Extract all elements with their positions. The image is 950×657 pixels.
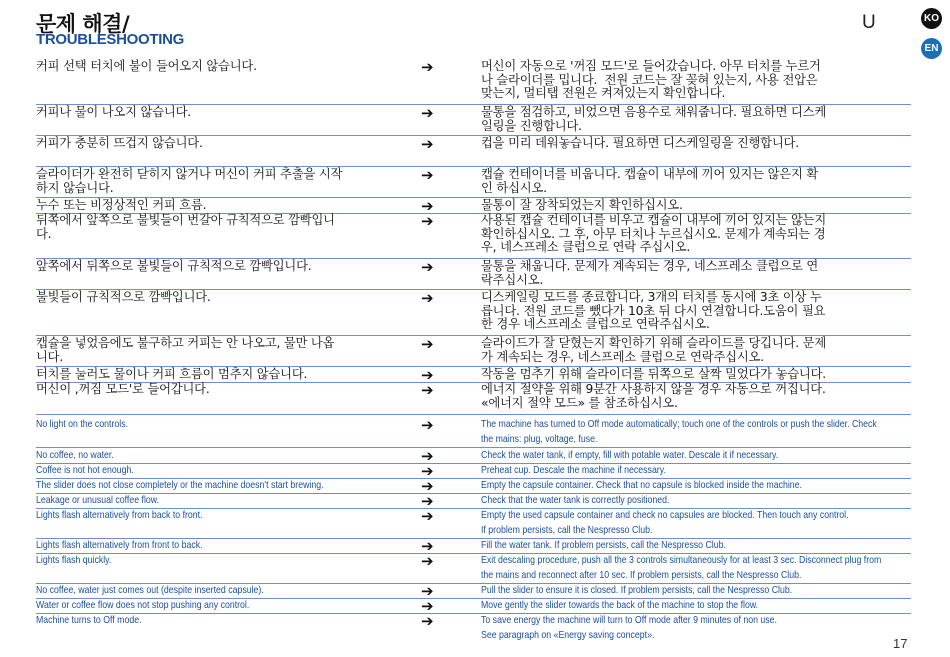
table-row (36, 60, 911, 105)
solution-text: Check the water tank, if empty, fill with potable water. Descale it if necessary. (481, 450, 779, 461)
table-row (36, 539, 911, 554)
problem-text: 슬라이더가 완전히 닫히지 않거나 머신이 커피 추출을 시작 하지 않습니다. (36, 167, 343, 195)
table-row (36, 464, 911, 479)
problem-text: 뒤쪽에서 앞쪽으로 불빛들이 번갈아 규칙적으로 깜빡입니 다. (36, 213, 335, 241)
solution-text: The machine has turned to Off mode automatically; touch one of the controls or push the slider. Check the mains: plug, voltage, fuse. (481, 419, 877, 445)
table-row (36, 494, 911, 509)
table-row (36, 614, 911, 643)
arrow-right-icon: ➔ (421, 166, 434, 184)
table-row (36, 479, 911, 494)
problem-text: Lights flash quickly. (36, 555, 112, 566)
problem-text: No coffee, water just comes out (despite inserted capsule). (36, 585, 264, 596)
problem-text: No light on the controls. (36, 419, 129, 430)
language-badge-ko[interactable]: KO (921, 8, 942, 29)
problem-text: 머신이 ,꺼짐 모드'로 들어갑니다. (36, 382, 210, 396)
solution-text: To save energy the machine will turn to Off mode after 9 minutes of non use. See paragraph on «Energy saving concept». (481, 615, 777, 641)
table-row (36, 260, 911, 290)
table-row (36, 383, 911, 415)
problem-text: Machine turns to Off mode. (36, 615, 142, 626)
problem-text: Water or coffee flow does not stop pushing any control. (36, 600, 250, 611)
solution-text: 슬라이드가 잘 닫혔는지 확인하기 위해 슬라이드를 당깁니다. 문제 가 계속되는 경우, 네스프레소 클럽으로 연락주십시오. (481, 336, 826, 364)
solution-text: 캡슐 컨테이너를 비웁니다. 캡슐이 내부에 끼어 있지는 않은지 확 인 하십시오. (481, 167, 819, 195)
title-ko: 문제 해결/ (36, 12, 130, 36)
solution-text: 물통이 잘 장착되었는지 확인하십시오. (481, 198, 683, 212)
arrow-right-icon: ➔ (421, 416, 434, 434)
solution-text: 에너지 절약을 위해 9분간 사용하지 않을 경우 자동으로 꺼집니다. «에너지 절약 모드» 를 참조하십시오. (481, 382, 826, 410)
table-row (36, 449, 911, 464)
arrow-right-icon: ➔ (421, 462, 434, 480)
arrow-right-icon: ➔ (421, 492, 434, 510)
problem-text: 커피 선택 터치에 불이 들어오지 않습니다. (36, 59, 257, 73)
arrow-right-icon: ➔ (421, 381, 434, 399)
solution-text: Empty the used capsule container and check no capsules are blocked. Then touch any control. If problem persists, call the Nespresso Club. (481, 510, 849, 536)
title-en: TROUBLESHOOTING (36, 31, 184, 48)
table-row (36, 418, 911, 448)
problem-text: No coffee, no water. (36, 450, 114, 461)
problem-text: 커피나 물이 나오지 않습니다. (36, 105, 191, 119)
arrow-right-icon: ➔ (421, 597, 434, 615)
language-badge-en[interactable]: EN (921, 38, 942, 59)
table-row (36, 599, 911, 614)
solution-text: Preheat cup. Descale the machine if necessary. (481, 465, 666, 476)
arrow-right-icon: ➔ (421, 135, 434, 153)
problem-text: The slider does not close completely or the machine doesn't start brewing. (36, 480, 324, 491)
solution-text: Exit descaling procedure, push all the 3 controls simultaneously for at least 3 sec. Disconnect plug from the mains and reconnect after 10 sec. If problem persists, call the Nespresso Club. (481, 555, 882, 581)
problem-text: 커피가 충분히 뜨겁지 않습니다. (36, 136, 203, 150)
solution-text: Empty the capsule container. Check that no capsule is blocked inside the machine. (481, 480, 802, 491)
table-row (36, 214, 911, 259)
table-row (36, 337, 911, 367)
table-row (36, 199, 911, 214)
page-mark: U (862, 12, 876, 33)
solution-text: 머신이 자동으로 '꺼짐 모드'로 들어갔습니다. 아무 터치를 누르거 나 슬라이더를 밉니다. 전원 코드는 잘 꽂혀 있는지, 사용 전압은 맞는지, 멀티탭 전원은 켜져있는지 확인합니다. (481, 59, 821, 101)
table-row (36, 584, 911, 599)
arrow-right-icon: ➔ (421, 612, 434, 630)
problem-text: 불빛들이 규칙적으로 깜빡입니다. (36, 290, 211, 304)
arrow-right-icon: ➔ (421, 507, 434, 525)
problem-text: 누수 또는 비정상적인 커피 흐름. (36, 198, 207, 212)
arrow-right-icon: ➔ (421, 58, 434, 76)
arrow-right-icon: ➔ (421, 477, 434, 495)
solution-text: Fill the water tank. If problem persists, call the Nespresso Club. (481, 540, 726, 551)
arrow-right-icon: ➔ (421, 104, 434, 122)
solution-text: Pull the slider to ensure it is closed. If problem persists, call the Nespresso Club. (481, 585, 793, 596)
problem-text: Lights flash alternatively from front to back. (36, 540, 203, 551)
arrow-right-icon: ➔ (421, 447, 434, 465)
arrow-right-icon: ➔ (421, 582, 434, 600)
arrow-right-icon: ➔ (421, 212, 434, 230)
table-row (36, 106, 911, 136)
solution-text: Check that the water tank is correctly positioned. (481, 495, 670, 506)
table-row (36, 368, 911, 383)
arrow-right-icon: ➔ (421, 197, 434, 215)
arrow-right-icon: ➔ (421, 552, 434, 570)
arrow-right-icon: ➔ (421, 366, 434, 384)
solution-text: Move gently the slider towards the back of the machine to stop the flow. (481, 600, 759, 611)
solution-text: 물통을 채웁니다. 문제가 계속되는 경우, 네스프레소 클럽으로 연 락주십시오. (481, 259, 819, 287)
arrow-right-icon: ➔ (421, 335, 434, 353)
table-row (36, 291, 911, 336)
problem-text: Lights flash alternatively from back to front. (36, 510, 203, 521)
table-row (36, 554, 911, 584)
problem-text: 앞쪽에서 뒤쪽으로 불빛들이 규칙적으로 깜빡입니다. (36, 259, 312, 273)
solution-text: 작동을 멈추기 위해 슬라이더를 뒤쪽으로 살짝 밀었다가 놓습니다. (481, 367, 826, 381)
problem-text: 캡슐을 넣었음에도 불구하고 커피는 안 나오고, 물만 나옵 니다. (36, 336, 335, 364)
table-row (36, 509, 911, 539)
table-row (36, 168, 911, 198)
arrow-right-icon: ➔ (421, 537, 434, 555)
table-row (36, 137, 911, 167)
solution-text: 사용된 캡슐 컨테이너를 비우고 캡슐이 내부에 끼어 있지는 않는지 확인하십시오. 그 후, 아무 터치나 누르십시오. 문제가 계속되는 경 우, 네스프레소 클럽으로 연락 주십시오. (481, 213, 826, 255)
arrow-right-icon: ➔ (421, 289, 434, 307)
arrow-right-icon: ➔ (421, 258, 434, 276)
problem-text: Coffee is not hot enough. (36, 465, 134, 476)
page-number: 17 (893, 636, 908, 651)
solution-text: 컵을 미리 데워놓습니다. 필요하면 디스케일링을 진행합니다. (481, 136, 799, 150)
problem-text: Leakage or unusual coffee flow. (36, 495, 160, 506)
solution-text: 물통을 점검하고, 비었으면 음용수로 채워줍니다. 필요하면 디스케 일링을 진행합니다. (481, 105, 826, 133)
problem-text: 터치를 눌러도 물이나 커피 흐름이 멈추지 않습니다. (36, 367, 308, 381)
solution-text: 디스케일링 모드를 종료합니다, 3개의 터치를 동시에 3초 이상 누 릅니다. 전원 코드를 뺐다가 10초 뒤 다시 연결합니다.도움이 필요 한 경우 네스프레소 클럽으로 연락주십시오. (481, 290, 826, 332)
